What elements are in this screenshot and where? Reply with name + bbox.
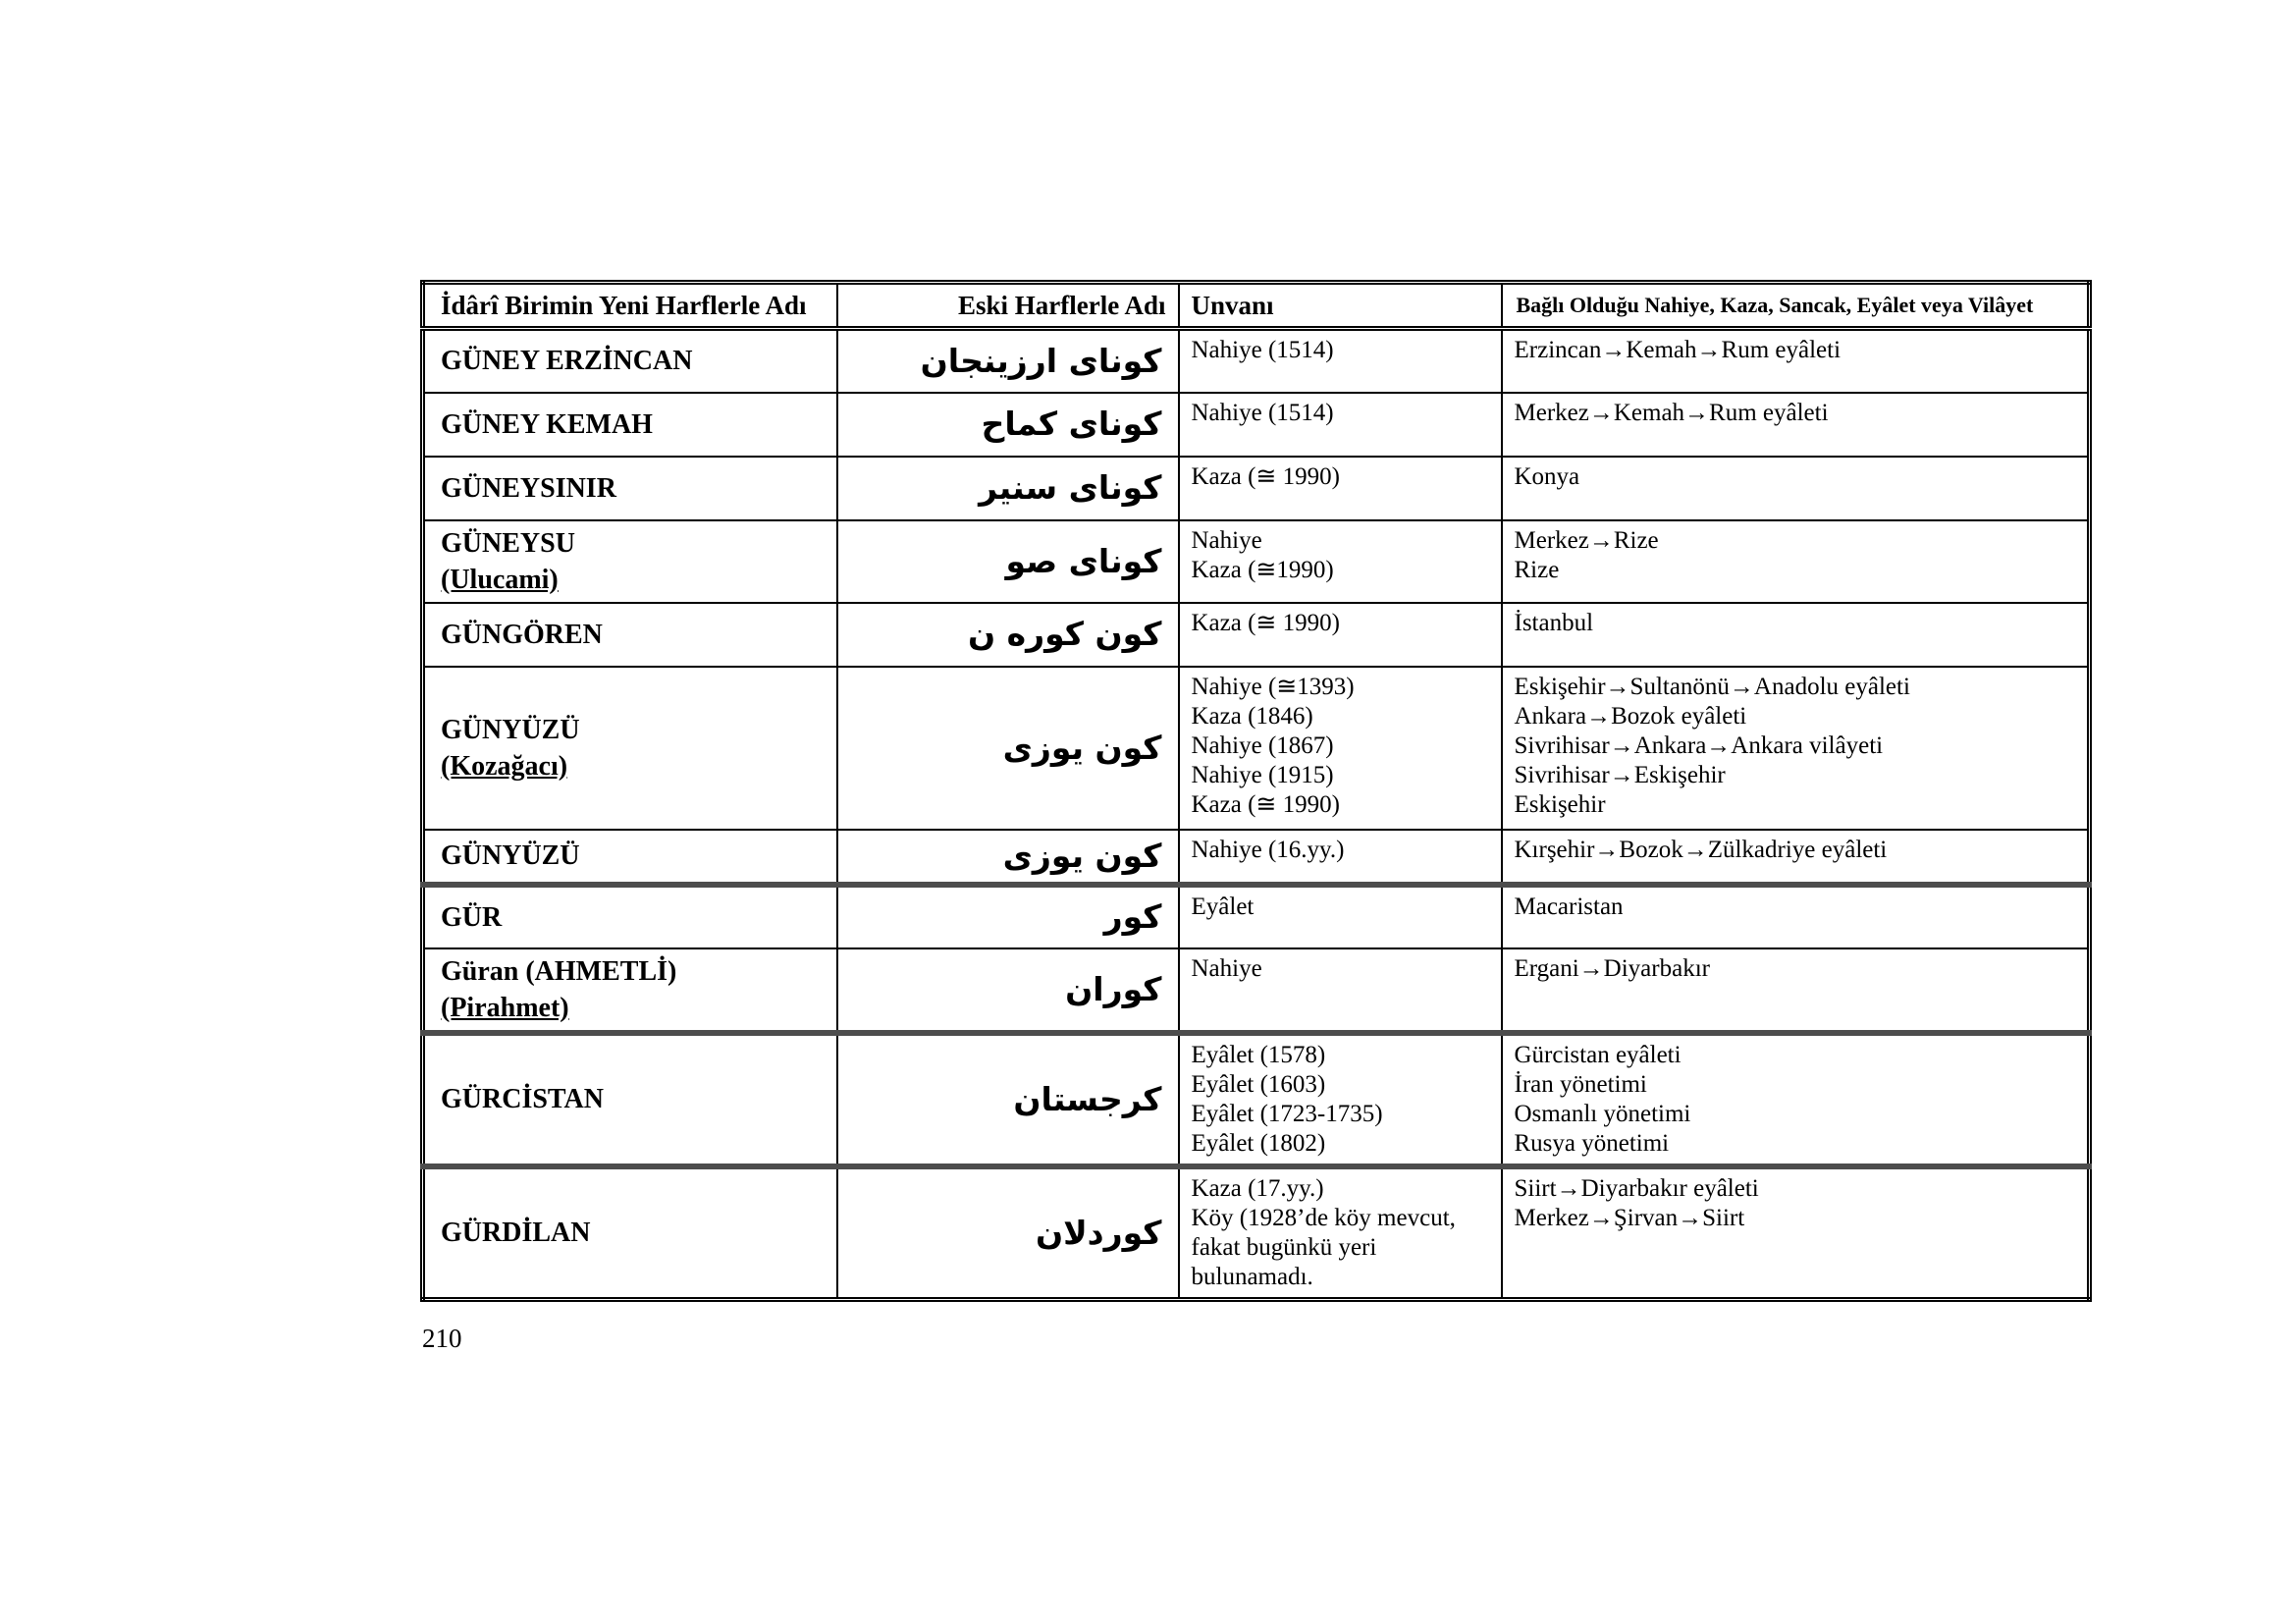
table-row <box>423 948 2090 1033</box>
cell-line: Erzincan→Kemah→Rum eyâleti <box>1514 337 1842 363</box>
cell-line: Eyâlet <box>1191 893 1255 920</box>
table-row <box>423 329 2090 393</box>
table-row <box>423 830 2090 885</box>
title-cell <box>1179 830 1502 885</box>
cell-line: Eskişehir <box>1514 790 1606 818</box>
old-name-cell: كون يوزى <box>837 830 1179 885</box>
title-cell <box>1179 457 1502 520</box>
cell-line: GÜR <box>441 901 503 933</box>
table-row <box>423 603 2090 667</box>
cell-line: Merkez→Rize <box>1514 526 1659 554</box>
cell-line: Nahiye <box>1191 954 1262 982</box>
old-name-cell: كرجستان <box>837 1033 1179 1166</box>
cell-line: bulunamadı. <box>1191 1263 1313 1290</box>
old-name-cell: كوران <box>837 948 1179 1033</box>
cell-line: Nahiye (1514) <box>1191 337 1334 363</box>
title-cell <box>1179 1166 1502 1300</box>
table-row <box>423 457 2090 520</box>
new-name-cell <box>423 520 837 603</box>
cell-line: Kırşehir→Bozok→Zülkadriye eyâleti <box>1514 836 1888 863</box>
page-number: 210 <box>422 1324 462 1353</box>
cell-line: Kaza (≅1990) <box>1191 556 1334 583</box>
cell-line: Rusya yönetimi <box>1514 1129 1670 1157</box>
title-cell <box>1179 329 1502 393</box>
new-name-cell <box>423 830 837 885</box>
cell-line: Nahiye (1867) <box>1191 731 1334 759</box>
cell-line: Eskişehir→Sultanönü→Anadolu eyâleti <box>1514 673 1910 700</box>
cell-line: Rize <box>1514 556 1560 583</box>
title-cell <box>1179 1033 1502 1166</box>
cell-line: GÜNYÜZÜ <box>441 840 580 871</box>
title-cell <box>1179 520 1502 603</box>
old-name-cell: كوناى كماح <box>837 393 1179 457</box>
affiliation-cell <box>1502 603 2090 667</box>
cell-line: GÜNYÜZÜ <box>441 714 580 745</box>
old-name-cell: كوناى صو <box>837 520 1179 603</box>
cell-line: Köy (1928’de köy mevcut, <box>1191 1204 1456 1231</box>
title-cell <box>1179 885 1502 948</box>
table-row <box>423 393 2090 457</box>
cell-line: fakat bugünkü yeri <box>1191 1233 1377 1261</box>
cell-line: Merkez→Şirvan→Siirt <box>1514 1204 1745 1231</box>
cell-line: Kaza (1846) <box>1191 702 1313 730</box>
cell-line: Nahiye (1514) <box>1191 399 1334 426</box>
title-cell <box>1179 393 1502 457</box>
cell-line: (Pirahmet) <box>441 992 569 1023</box>
table-row <box>423 885 2090 948</box>
cell-line: Nahiye (≅1393) <box>1191 673 1355 700</box>
table-header <box>423 283 2090 329</box>
cell-line: Sivrihisar→Ankara→Ankara vilâyeti <box>1514 731 1884 759</box>
affiliation-cell <box>1502 948 2090 1033</box>
new-name-cell <box>423 1033 837 1166</box>
header-old-name: Eski Harflerle Adı <box>837 283 1179 329</box>
cell-line: (Ulucami) <box>441 564 559 595</box>
affiliation-cell <box>1502 1166 2090 1300</box>
cell-line: GÜNEYSINIR <box>441 472 616 504</box>
affiliation-cell <box>1502 457 2090 520</box>
affiliation-cell <box>1502 830 2090 885</box>
cell-line: Siirt→Diyarbakır eyâleti <box>1514 1174 1759 1202</box>
cell-line: Eyâlet (1802) <box>1191 1129 1326 1157</box>
old-name-cell: كوردلان <box>837 1166 1179 1300</box>
affiliation-cell <box>1502 667 2090 830</box>
new-name-cell <box>423 667 837 830</box>
table-row <box>423 667 2090 830</box>
affiliation-cell <box>1502 1033 2090 1166</box>
new-name-cell <box>423 393 837 457</box>
cell-line: Nahiye <box>1191 526 1262 554</box>
table-body <box>423 329 2090 1300</box>
cell-line: Kaza (≅ 1990) <box>1191 609 1340 636</box>
cell-line: Kaza (≅ 1990) <box>1191 462 1340 490</box>
cell-line: Ergani→Diyarbakır <box>1514 954 1710 982</box>
header-row <box>423 283 2090 329</box>
cell-line: Osmanlı yönetimi <box>1514 1100 1691 1127</box>
cell-line: Nahiye (16.yy.) <box>1191 836 1345 863</box>
affiliation-cell <box>1502 329 2090 393</box>
old-name-cell: كوناى سنير <box>837 457 1179 520</box>
affiliation-cell <box>1502 885 2090 948</box>
old-name-cell: كون كوره ن <box>837 603 1179 667</box>
new-name-cell <box>423 948 837 1033</box>
cell-line: Konya <box>1514 462 1580 490</box>
affiliation-cell <box>1502 393 2090 457</box>
header-title: Unvanı <box>1179 283 1502 329</box>
table-row <box>423 1166 2090 1300</box>
new-name-cell <box>423 329 837 393</box>
cell-line: Güran (AHMETLİ) <box>441 955 677 987</box>
cell-line: GÜNGÖREN <box>441 619 603 650</box>
cell-line: Eyâlet (1578) <box>1191 1041 1326 1068</box>
new-name-cell <box>423 885 837 948</box>
old-name-cell: كوناى ارزينجان <box>837 329 1179 393</box>
cell-line: Gürcistan eyâleti <box>1514 1041 1682 1068</box>
cell-line: GÜRDİLAN <box>441 1218 591 1248</box>
cell-line: Kaza (17.yy.) <box>1191 1174 1324 1202</box>
old-name-cell: كور <box>837 885 1179 948</box>
cell-line: Ankara→Bozok eyâleti <box>1514 702 1747 730</box>
cell-line: İstanbul <box>1514 609 1594 636</box>
cell-line: GÜNEY ERZİNCAN <box>441 346 693 377</box>
cell-line: Nahiye (1915) <box>1191 761 1334 788</box>
new-name-cell <box>423 603 837 667</box>
title-cell <box>1179 667 1502 830</box>
cell-line: İran yönetimi <box>1514 1070 1647 1098</box>
affiliation-cell <box>1502 520 2090 603</box>
cell-line: Eyâlet (1723-1735) <box>1191 1100 1383 1127</box>
cell-line: Eyâlet (1603) <box>1191 1070 1326 1098</box>
cell-line: GÜNEYSU <box>441 527 575 559</box>
new-name-cell <box>423 1166 837 1300</box>
admin-units-table <box>420 280 2092 1302</box>
cell-line: Merkez→Kemah→Rum eyâleti <box>1514 399 1829 426</box>
header-affiliation: Bağlı Olduğu Nahiye, Kaza, Sancak, Eyâlet veya Vilâyet <box>1502 283 2090 329</box>
cell-line: GÜNEY KEMAH <box>441 408 653 440</box>
title-cell <box>1179 603 1502 667</box>
cell-line: Sivrihisar→Eskişehir <box>1514 761 1726 788</box>
cell-line: GÜRCİSTAN <box>441 1084 604 1114</box>
table-row <box>423 1033 2090 1166</box>
cell-line: Kaza (≅ 1990) <box>1191 790 1340 818</box>
cell-line: (Kozağacı) <box>441 750 568 782</box>
header-new-name: İdârî Birimin Yeni Harflerle Adı <box>423 283 837 329</box>
old-name-cell: كون يوزى <box>837 667 1179 830</box>
table-row <box>423 520 2090 603</box>
title-cell <box>1179 948 1502 1033</box>
new-name-cell <box>423 457 837 520</box>
cell-line: Macaristan <box>1514 893 1624 920</box>
